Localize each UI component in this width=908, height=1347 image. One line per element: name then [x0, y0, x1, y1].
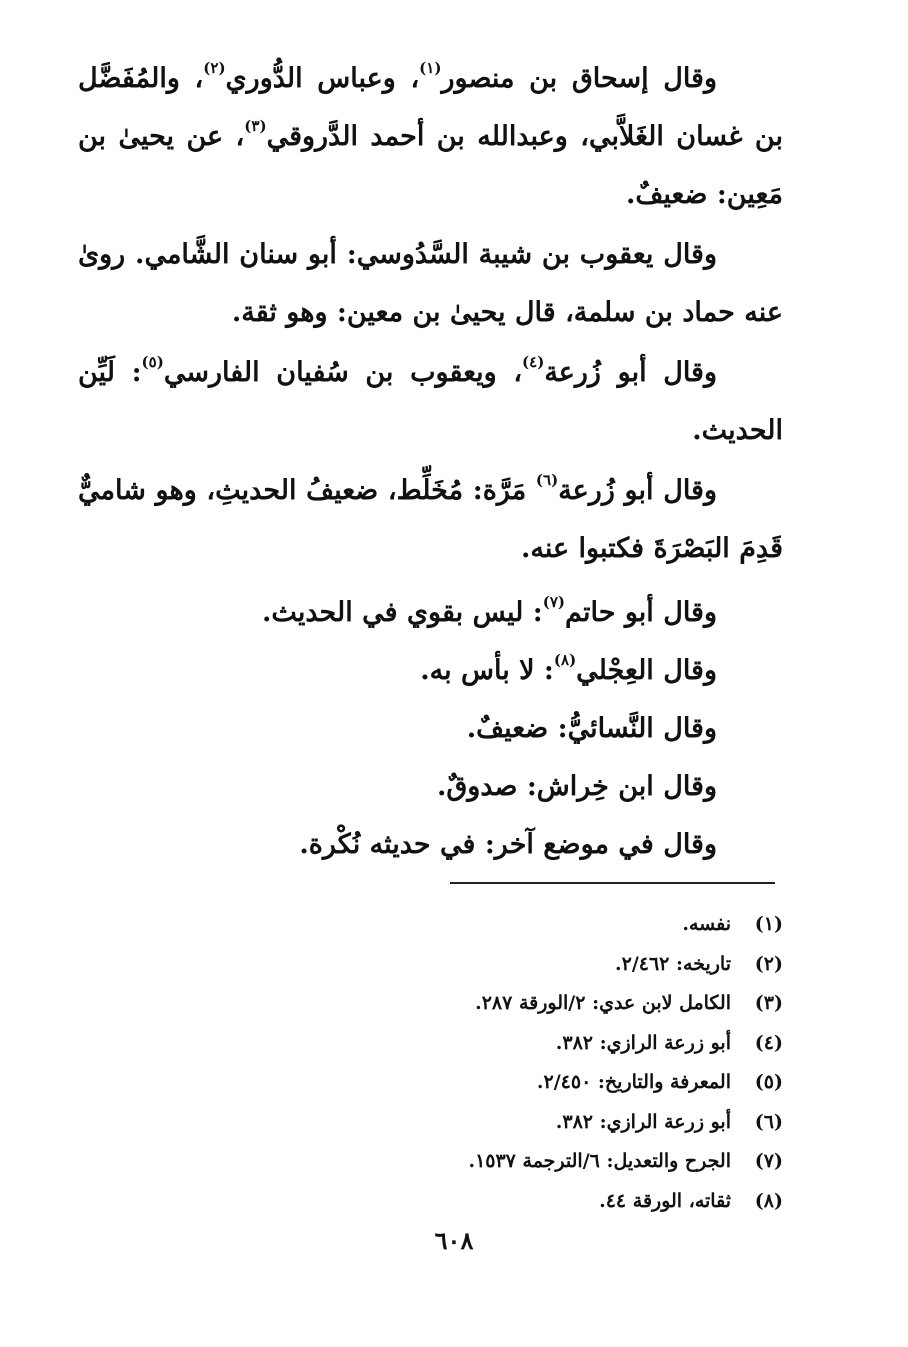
footnote-number: (٣)	[754, 992, 783, 1014]
footnote-ref-5[interactable]: (٥)	[141, 353, 164, 371]
footnote-ref-4[interactable]: (٤)	[522, 353, 545, 371]
footnote-ref-3[interactable]: (٣)	[244, 117, 267, 135]
paragraph-1-part-2: ، وعباس الدُّوري	[225, 63, 420, 94]
footnote-number: (٨)	[754, 1189, 783, 1212]
footnote-number: (١)	[754, 913, 783, 935]
footnote-text: الكامل لابن عدي: ٢/الورقة ٢٨٧.	[475, 992, 731, 1014]
paragraph-4	[78, 462, 783, 578]
line-ijli-part-2: : لا بأس به.	[420, 655, 554, 686]
paragraph-3-part-2: ، ويعقوب بن سُفيان الفارسي	[163, 357, 523, 388]
paragraph-1-part-1: وقال إسحاق بن منصور	[441, 63, 718, 94]
footnote-text: الجرح والتعديل: ٦/الترجمة ١٥٣٧.	[468, 1150, 731, 1172]
footnote-3	[400, 984, 783, 1024]
footnote-ref-7[interactable]: (٧)	[542, 593, 566, 611]
line-abu-hatim	[78, 584, 783, 642]
paragraph-4-part-2: مَرَّة: مُخَلِّط، ضعيفُ الحديثِ، وهو شاميٌّ قَدِمَ البَصْرَةَ فكتبوا عنه.	[78, 475, 783, 564]
footnote-ref-1[interactable]: (١)	[419, 59, 442, 77]
footnote-ref-2[interactable]: (٢)	[203, 59, 226, 77]
footnote-number: (٤)	[754, 1031, 783, 1054]
line-ijli	[78, 642, 783, 700]
footnote-number: (٧)	[754, 1150, 783, 1172]
line-ijli-part-1: وقال العِجْلي	[576, 655, 717, 686]
footnote-7	[400, 1142, 783, 1182]
footnote-6	[400, 1103, 783, 1143]
footnote-text: تاريخه: ٢/٤٦٢.	[614, 952, 731, 975]
line-abu-hatim-part-1: وقال أبو حاتم	[565, 597, 717, 628]
footnote-1	[400, 905, 783, 945]
footnote-number: (٥)	[754, 1071, 783, 1093]
paragraph-1	[78, 50, 783, 224]
footnote-number: (٦)	[754, 1110, 783, 1133]
line-abu-hatim-part-2: : ليس بقوي في الحديث.	[261, 597, 543, 628]
paragraph-3-part-3: : لَيِّن الحديث.	[78, 357, 783, 446]
footnote-ref-8[interactable]: (٨)	[553, 651, 577, 669]
footnote-text: أبو زرعة الرازي: ٣٨٢.	[555, 1110, 731, 1133]
paragraph-2: وقال يعقوب بن شيبة السَّدُوسي: أبو سنان الشَّامي. روىٰ عنه حماد بن سلمة، قال يحيىٰ بن معين: وهو ثقة.	[78, 239, 783, 328]
paragraph-3-part-1: وقال أبو زُرعة	[544, 357, 718, 388]
main-text	[78, 50, 783, 874]
footnote-text: ثقاته، الورقة ٤٤.	[599, 1189, 731, 1212]
footnote-ref-6[interactable]: (٦)	[535, 471, 559, 489]
page-number: ٦٠٨	[434, 1226, 474, 1255]
footnote-text: نفسه.	[682, 913, 731, 935]
line-another-place: وقال في موضع آخر: في حديثه نُكْرة.	[299, 829, 717, 860]
paragraph-1-part-3: ، والمُفَضَّل بن غسان الغَلاَّبي، وعبدالله بن أحمد الدَّروقي	[78, 63, 783, 152]
footnote-2	[400, 945, 783, 985]
footnotes	[400, 905, 783, 1221]
line-ibn-khirash: وقال ابن خِراش: صدوقٌ.	[436, 771, 717, 802]
footnote-8	[400, 1182, 783, 1222]
footnote-separator	[450, 882, 775, 884]
footnote-5	[400, 1063, 783, 1103]
line-nasai: وقال النَّسائيُّ: ضعيفٌ.	[466, 713, 717, 744]
footnote-text: المعرفة والتاريخ: ٢/٤٥٠.	[536, 1071, 731, 1093]
footnote-text: أبو زرعة الرازي: ٣٨٢.	[555, 1031, 731, 1054]
footnote-number: (٢)	[754, 952, 783, 975]
paragraph-4-part-1: وقال أبو زُرعة	[558, 475, 717, 506]
footnote-4	[400, 1024, 783, 1064]
paragraph-3	[78, 344, 783, 460]
paragraph-1-part-4: ، عن يحيىٰ بن مَعِين: ضعيفٌ.	[78, 121, 783, 210]
